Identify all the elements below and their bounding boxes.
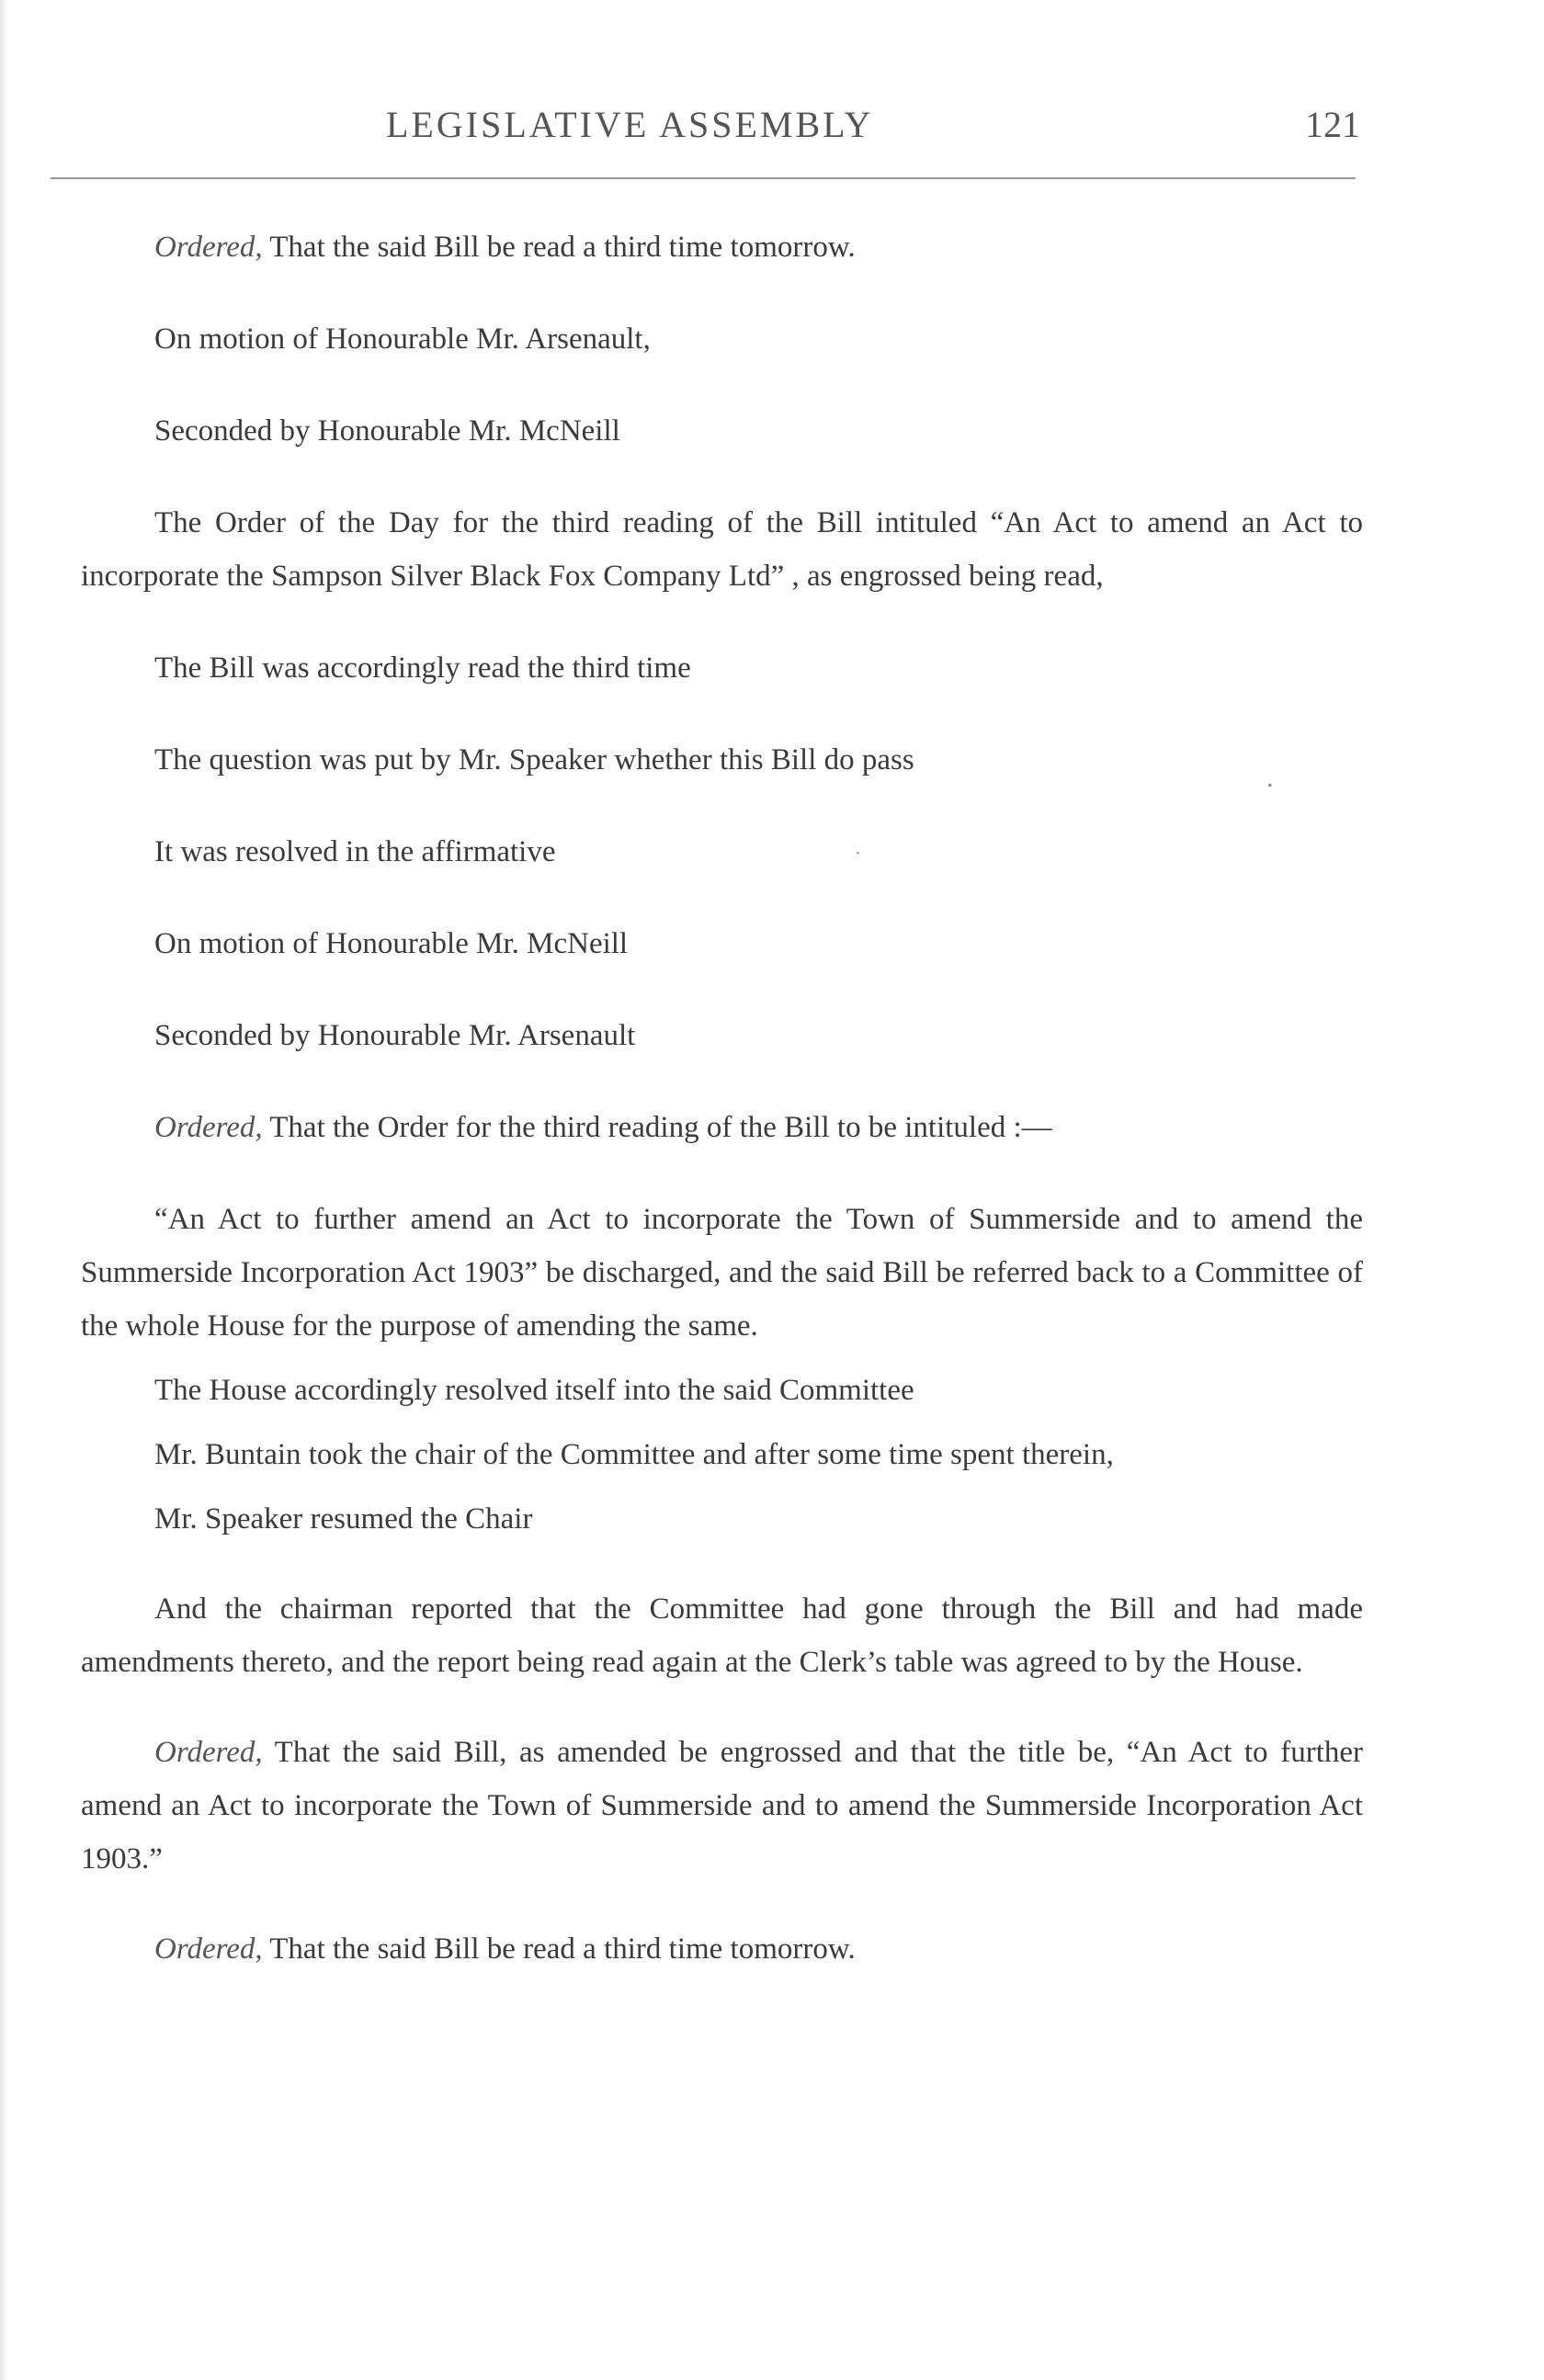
paragraph-text: The House accordingly resolved itself into the said Committee bbox=[154, 1374, 914, 1407]
print-speck: . bbox=[1266, 763, 1274, 793]
paragraph-text: The Bill was accordingly read the third time bbox=[154, 652, 691, 685]
paragraph-seconded bbox=[81, 1009, 1363, 1062]
page-number: 121 bbox=[1305, 104, 1360, 145]
paragraph-ordered-third-reading bbox=[81, 221, 1363, 274]
header-rule bbox=[51, 177, 1356, 179]
running-head: LEGISLATIVE ASSEMBLY bbox=[386, 104, 874, 145]
paragraph-text: Mr. Buntain took the chair of the Committee and after some time spent therein, bbox=[154, 1438, 1114, 1471]
paragraph-text: On motion of Honourable Mr. McNeill bbox=[154, 927, 629, 960]
ordered-label: Ordered, bbox=[154, 1932, 263, 1966]
paragraph-text: It was resolved in the affirmative bbox=[154, 835, 556, 868]
paragraph-text: That the said Bill be read a third time tomorrow. bbox=[262, 1932, 856, 1966]
ordered-label: Ordered, bbox=[154, 231, 263, 264]
paragraph-bill-read bbox=[81, 641, 1363, 695]
paragraph-text: And the chairman reported that the Committee had gone through the Bill and had made amendments thereto, and the report being read again at the Clerk’s table was agreed to by the House. bbox=[81, 1592, 1363, 1679]
ordered-label: Ordered, bbox=[154, 1111, 263, 1144]
paragraph-text: On motion of Honourable Mr. Arsenault, bbox=[154, 323, 651, 356]
paragraph-order-of-day bbox=[81, 496, 1363, 603]
paragraph-text: “An Act to further amend an Act to incorporate the Town of Summerside and to amend the Summerside Incorporation Act 1903” be discharged, and the said Bill be referred back to a Committee of the whole House for the purpose of amending the same. bbox=[81, 1203, 1363, 1343]
body-text bbox=[81, 221, 1363, 1976]
paragraph-seconded bbox=[81, 404, 1363, 458]
paragraph-ordered-discharge bbox=[81, 1101, 1363, 1154]
paragraph-act-title bbox=[81, 1193, 1363, 1353]
paragraph-motion bbox=[81, 917, 1363, 970]
paragraph-chair-taken bbox=[81, 1428, 1363, 1481]
paragraph-ordered-engrossed bbox=[81, 1726, 1363, 1886]
paragraph-text: The question was put by Mr. Speaker whether this Bill do pass bbox=[154, 743, 914, 776]
paragraph-speaker-resumed bbox=[81, 1492, 1363, 1546]
paragraph-text: Seconded by Honourable Mr. Arsenault bbox=[154, 1019, 636, 1052]
paragraph-resolved bbox=[81, 825, 1363, 878]
paragraph-text: Mr. Speaker resumed the Chair bbox=[154, 1502, 533, 1536]
paragraph-ordered-third-reading bbox=[81, 1922, 1363, 1976]
paragraph-question-put bbox=[81, 733, 1363, 787]
paragraph-motion bbox=[81, 312, 1363, 366]
paragraph-text: That the Order for the third reading of the Bill to be intituled :— bbox=[262, 1111, 1052, 1144]
ordered-label: Ordered, bbox=[154, 1736, 263, 1769]
paragraph-committee bbox=[81, 1364, 1363, 1417]
print-speck: · bbox=[855, 844, 861, 864]
paragraph-text: Seconded by Honourable Mr. McNeill bbox=[154, 414, 620, 448]
paragraph-text: That the said Bill, as amended be engrossed and that the title be, “An Act to further amend an Act to incorporate the Town of Summerside and to amend the Summerside Incorporation Act 1903.” bbox=[81, 1736, 1363, 1876]
page-header bbox=[83, 103, 1360, 158]
paragraph-text: The Order of the Day for the third reading of the Bill intituled “An Act to amend an Act to incorporate the Sampson Silver Black Fox Company Ltd” , as engrossed being read, bbox=[81, 506, 1363, 593]
paragraph-text: That the said Bill be read a third time tomorrow. bbox=[262, 231, 856, 264]
page-edge-shadow bbox=[0, 0, 7, 2380]
paragraph-chairman-report bbox=[81, 1582, 1363, 1689]
